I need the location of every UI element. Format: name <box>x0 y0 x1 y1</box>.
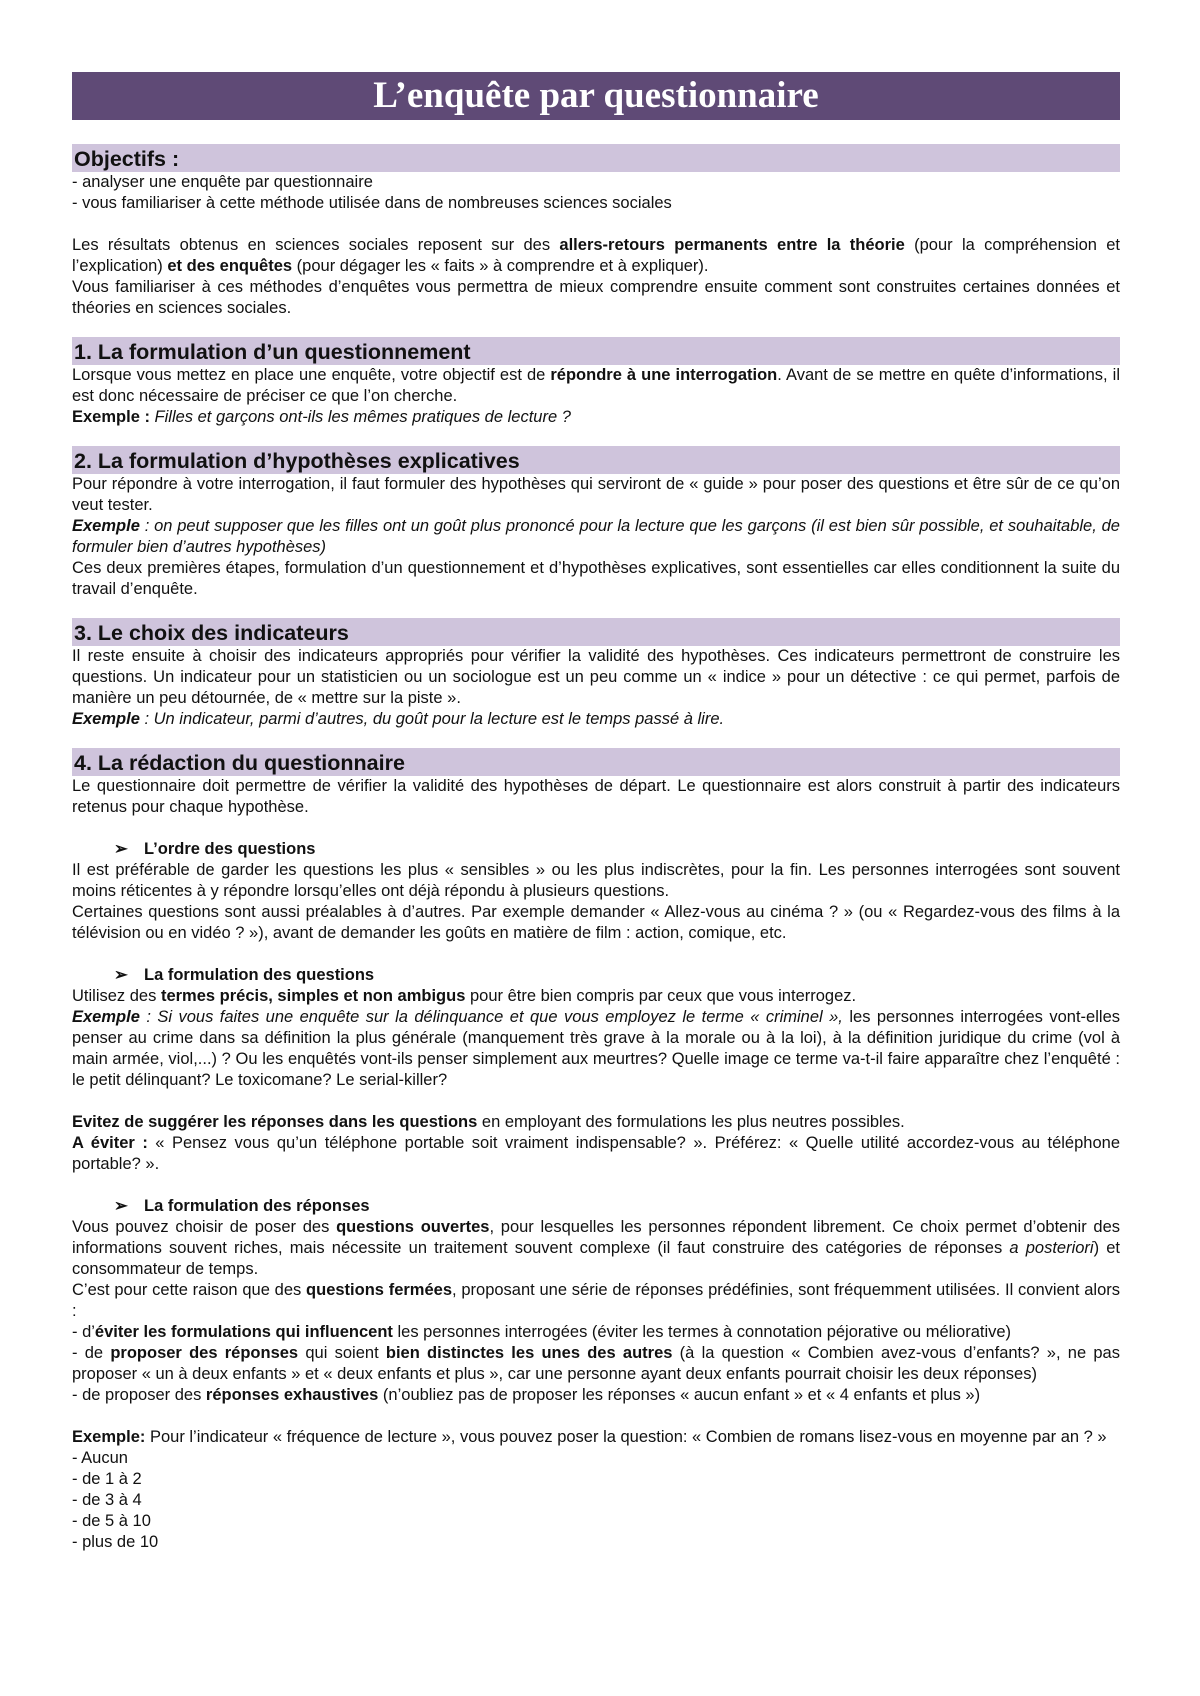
document-page <box>72 72 1120 1553</box>
objectif-item-1: - analyser une enquête par questionnaire <box>72 173 373 191</box>
arrow-bullet-icon: ➢ <box>114 1197 128 1215</box>
arrow-bullet-icon: ➢ <box>114 966 128 984</box>
section-1-heading: 1. La formulation d’un questionnement <box>72 337 1120 365</box>
section-1-paragraph: Lorsque vous mettez en place une enquête, votre objectif est de répondre à une interrogation. Avant de se mettre en quête d’informations, il est donc nécessaire de préciser ce que l’on cherche. <box>72 366 1120 405</box>
section-1-example: Exemple : Filles et garçons ont-ils les mêmes pratiques de lecture ? <box>72 408 571 426</box>
section-4-heading: 4. La rédaction du questionnaire <box>72 748 1120 776</box>
page-title: L’enquête par questionnaire <box>72 72 1120 120</box>
section-2-example: Exemple : on peut supposer que les filles ont un goût plus prononcé pour la lecture que les garçons (il est bien sûr possible, et souhaitable, de formuler bien d’autres hypothèses) <box>72 517 1120 556</box>
answer-option: - de 1 à 2 <box>72 1470 142 1488</box>
formr-list-item-1: - d’éviter les formulations qui influencent les personnes interrogées (éviter les termes à connotation péjorative ou méliorative) <box>72 1323 1012 1341</box>
section-2-heading: 2. La formulation d’hypothèses explicatives <box>72 446 1120 474</box>
section-3-paragraph: Il reste ensuite à choisir des indicateurs appropriés pour vérifier la validité des hypothèses. Ces indicateurs permettront de construire les questions. Un indicateur pour un statisticien ou un sociologue est un peu comme un « indice » pour un détective : ce qui permet, parfois de manière un peu détournée, de « mettre sur la piste ». <box>72 647 1120 707</box>
formq-example: Exemple : Si vous faites une enquête sur la délinquance et que vous employez le terme « criminel », les personnes interrogées vont-elles penser au crime dans sa définition la plus générale (manquement très grave à la morale ou à la loi), à la définition juridique du crime (vol à main armée, viol,...) ? Ou les enquêtés vont-ils penser simplement aux meurtres? Quelle image ce terme va-t-il faire apparaître chez l’enquêté : le petit délinquant? Le toxicomane? Le serial-killer? <box>72 1008 1120 1089</box>
objectifs-paragraph-1: Les résultats obtenus en sciences sociales reposent sur des allers-retours permanents entre la théorie (pour la compréhension et l’explication) et des enquêtes (pour dégager les « faits » à comprendre et à expliquer). <box>72 236 1120 275</box>
answer-option: - de 5 à 10 <box>72 1512 151 1530</box>
ordre-paragraph-2: Certaines questions sont aussi préalables à d’autres. Par exemple demander « Allez-vous au cinéma ? » (ou « Regardez-vous des films à la télévision ou en vidéo ? »), avant de demander les goûts en matière de film : action, comique, etc. <box>72 903 1120 942</box>
section-4-paragraph: Le questionnaire doit permettre de vérifier la validité des hypothèses de départ. Le questionnaire est alors construit à partir des indicateurs retenus pour chaque hypothèse. <box>72 777 1120 816</box>
section-3-heading: 3. Le choix des indicateurs <box>72 618 1120 646</box>
section-3-example: Exemple : Un indicateur, parmi d’autres, du goût pour la lecture est le temps passé à lire. <box>72 710 725 728</box>
objectifs-heading: Objectifs : <box>72 144 1120 172</box>
formq-paragraph-3: A éviter : « Pensez vous qu’un téléphone portable soit vraiment indispensable? ». Préférez: « Quelle utilité accordez-vous au téléphone portable? ». <box>72 1134 1120 1173</box>
answer-option: - Aucun <box>72 1449 128 1467</box>
answer-option: - de 3 à 4 <box>72 1491 142 1509</box>
answer-option: - plus de 10 <box>72 1533 159 1551</box>
formq-paragraph-1: Utilisez des termes précis, simples et non ambigus pour être bien compris par ceux que vous interrogez. <box>72 987 857 1005</box>
formr-example: Exemple: Pour l’indicateur « fréquence de lecture », vous pouvez poser la question: « Combien de romans lisez-vous en moyenne par an ? » <box>72 1428 1107 1446</box>
objectif-item-2: - vous familiariser à cette méthode utilisée dans de nombreuses sciences sociales <box>72 194 672 212</box>
subheading-formulation-reponses: ➢ La formulation des réponses <box>114 1197 370 1215</box>
section-2-paragraph-2: Ces deux premières étapes, formulation d’un questionnement et d’hypothèses explicatives, sont essentielles car elles conditionnent la suite du travail d’enquête. <box>72 559 1120 598</box>
section-2-paragraph-1: Pour répondre à votre interrogation, il faut formuler des hypothèses qui serviront de « guide » pour poser des questions et être sûr de ce qu’on veut tester. <box>72 475 1120 514</box>
formr-paragraph-1: Vous pouvez choisir de poser des questions ouvertes, pour lesquelles les personnes répondent librement. Ce choix permet d’obtenir des informations souvent riches, mais nécessite un traitement souvent complexe (il faut construire des catégories de réponses a posteriori) et consommateur de temps. <box>72 1218 1121 1278</box>
subheading-ordre: ➢ L’ordre des questions <box>114 840 316 858</box>
arrow-bullet-icon: ➢ <box>114 840 128 858</box>
ordre-paragraph-1: Il est préférable de garder les questions les plus « sensibles » ou les plus indiscrètes, pour la fin. Les personnes interrogées sont souvent moins réticentes à y répondre lorsqu’elles ont déjà répondu à plusieurs questions. <box>72 861 1120 900</box>
formr-list-item-2: - de proposer des réponses qui soient bien distinctes les unes des autres (à la question « Combien avez-vous d’enfants? », ne pas proposer « un à deux enfants » et « deux enfants et plus », car une personne ayant deux enfants pourrait choisir les deux réponses) <box>72 1344 1120 1383</box>
subheading-formulation-questions: ➢ La formulation des questions <box>114 966 375 984</box>
formr-list-item-3: - de proposer des réponses exhaustives (n’oubliez pas de proposer les réponses « aucun enfant » et « 4 enfants et plus ») <box>72 1386 981 1404</box>
objectifs-paragraph-2: Vous familiariser à ces méthodes d’enquêtes vous permettra de mieux comprendre ensuite comment sont construites certaines données et théories en sciences sociales. <box>72 278 1120 317</box>
formq-paragraph-2: Evitez de suggérer les réponses dans les questions en employant des formulations les plus neutres possibles. <box>72 1113 905 1131</box>
formr-paragraph-2: C’est pour cette raison que des questions fermées, proposant une série de réponses prédéfinies, sont fréquemment utilisées. Il convient alors : <box>72 1281 1121 1320</box>
